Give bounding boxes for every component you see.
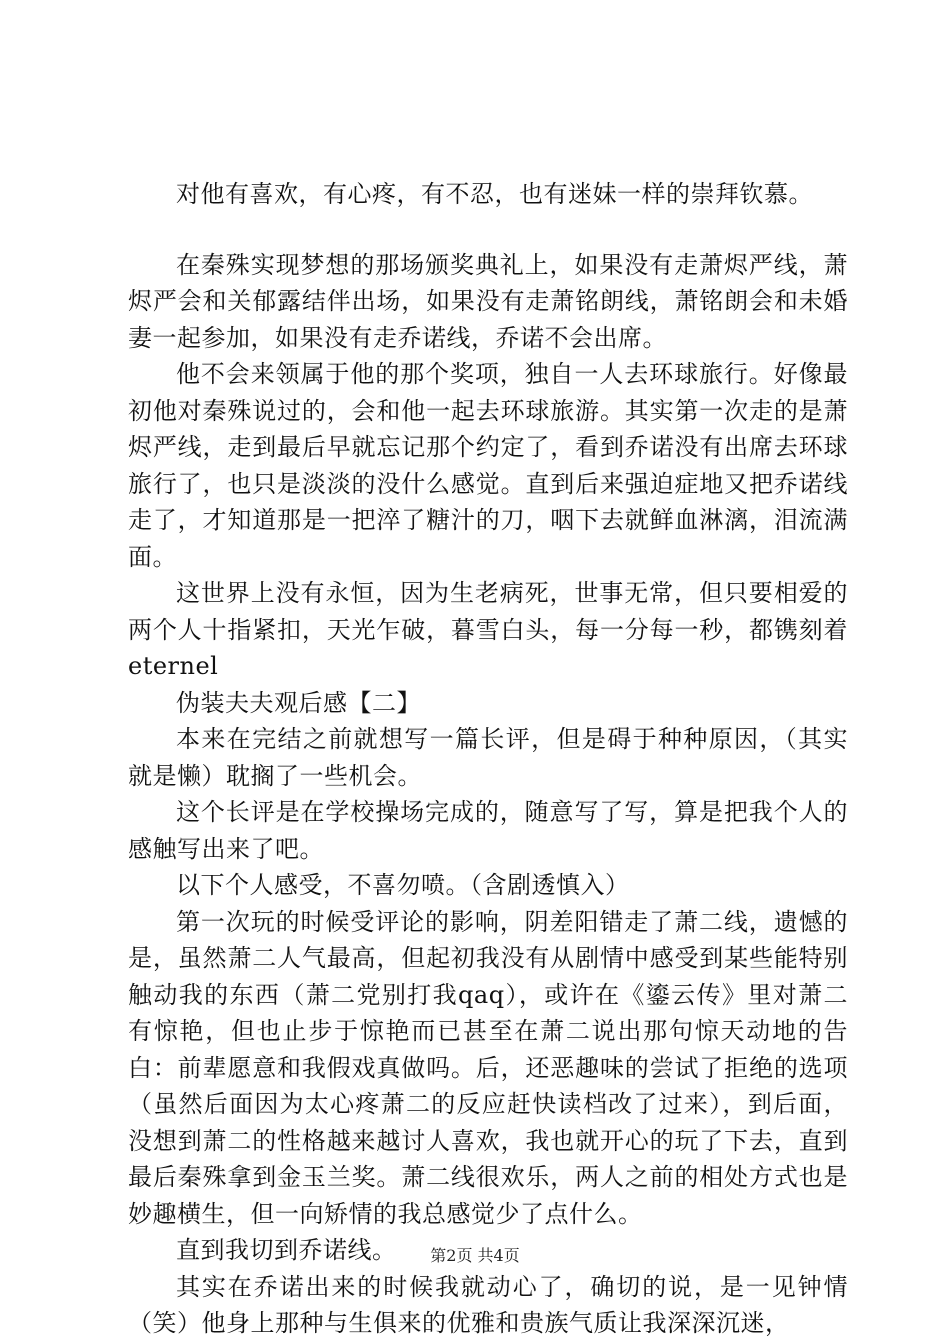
paragraph-7: 以下个人感受，不喜勿喷。（含剧透慎入） <box>176 871 630 899</box>
document-body <box>128 176 848 1342</box>
paragraph-9: 直到我切到乔诺线。 <box>176 1236 397 1264</box>
section-heading: 伪装夫夫观后感【二】 <box>176 688 421 717</box>
paragraph-10: 其实在乔诺出来的时候我就动心了，确切的说，是一见钟情（笑）他身上那种与生俱来的优雅和贵族气质让我深深沉迷， <box>128 1272 848 1337</box>
paragraph-1: 对他有喜欢，有心疼，有不忍，也有迷妹一样的崇拜钦慕。 <box>176 180 813 208</box>
paragraph-4: 这世界上没有永恒，因为生老病死，世事无常，但只要相爱的两个人十指紧扣，天光乍破，暮雪白头，每一分每一秒，都镌刻着eternel <box>128 579 848 680</box>
paragraph-5: 本来在完结之前就想写一篇长评，但是碍于种种原因，（其实就是懒）耽搁了一些机会。 <box>128 725 848 790</box>
page-number-footer: 第2页 共4页 <box>430 1246 520 1265</box>
paragraph-6: 这个长评是在学校操场完成的，随意写了写，算是把我个人的感触写出来了吧。 <box>128 798 848 863</box>
paragraph-8: 第一次玩的时候受评论的影响，阴差阳错走了萧二线，遗憾的是，虽然萧二人气最高，但起初我没有从剧情中感受到某些能特别触动我的东西（萧二党别打我qaq），或许在《鎏云传》里对萧二有惊艳，但也止步于惊艳而已甚至在萧二说出那句惊天动地的告白：前辈愿意和我假戏真做吗。后，还恶趣味的尝试了拒绝的选项（虽然后面因为太心疼萧二的反应赶快读档改了过来），到后面，没想到萧二的性格越来越讨人喜欢，我也就开心的玩了下去，直到最后秦殊拿到金玉兰奖。萧二线很欢乐，两人之前的相处方式也是妙趣横生，但一向矫情的我总感觉少了点什么。 <box>128 907 848 1228</box>
paragraph-2: 在秦殊实现梦想的那场颁奖典礼上，如果没有走萧烬严线，萧烬严会和关郁露结伴出场，如果没有走萧铭朗线，萧铭朗会和未婚妻一起参加，如果没有走乔诺线，乔诺不会出席。 <box>128 250 848 352</box>
paragraph-3: 他不会来领属于他的那个奖项，独自一人去环球旅行。好像最初他对秦殊说过的，会和他一起去环球旅游。其实第一次走的是萧烬严线，走到最后早就忘记那个约定了，看到乔诺没有出席去环球旅行了，也只是淡淡的没什么感觉。直到后来强迫症地又把乔诺线走了，才知道那是一把淬了糖汁的刀，咽下去就鲜血淋漓，泪流满面。 <box>128 360 848 571</box>
